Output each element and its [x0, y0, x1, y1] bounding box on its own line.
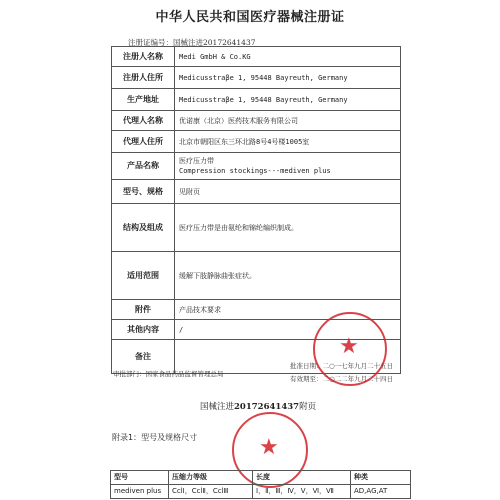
table-row — [112, 89, 401, 111]
registration-number-value: 国械注进20172641437 — [173, 38, 256, 47]
row-value — [175, 153, 401, 180]
row-value: Medicusstraβe 1, 95448 Bayreuth, Germany — [175, 67, 401, 89]
spec-cell: mediven plus — [111, 485, 169, 499]
spec-header-row — [111, 471, 411, 485]
row-label: 备注 — [112, 340, 175, 374]
spec-header: 种类 — [351, 471, 411, 485]
appendix-title-number: 20172641437 — [234, 402, 300, 412]
row-value: 北京市朝阳区东三环北路8号4号楼1005室 — [175, 131, 401, 153]
spec-row — [111, 485, 411, 499]
table-row — [112, 111, 401, 131]
row-label: 结构及组成 — [112, 204, 175, 252]
row-value: 见附页 — [175, 180, 401, 204]
approval-date: 批准日期：二○一七年九月二十五日 — [290, 362, 394, 370]
row-label: 附件 — [112, 300, 175, 320]
row-value: / — [175, 320, 401, 340]
row-label: 其他内容 — [112, 320, 175, 340]
row-label: 注册人名称 — [112, 47, 175, 67]
appendix-title-suffix: 附页 — [299, 402, 317, 412]
row-value: 优诺康（北京）医药技术服务有限公司 — [175, 111, 401, 131]
spec-cell: AD,AG,AT — [351, 485, 411, 499]
appendix-title — [200, 400, 316, 412]
spec-cell: Ⅰ，Ⅱ，Ⅲ，Ⅳ，Ⅴ，Ⅵ，Ⅶ — [253, 485, 351, 499]
spec-header: 型号 — [111, 471, 169, 485]
document-title: 中华人民共和国医疗器械注册证 — [155, 10, 345, 25]
table-row — [112, 131, 401, 153]
spec-header: 压缩力等级 — [169, 471, 253, 485]
row-label: 代理人住所 — [112, 131, 175, 153]
table-row — [112, 47, 401, 67]
row-label: 适用范围 — [112, 252, 175, 300]
appendix-subtitle: 附录1：型号及规格尺寸 — [112, 433, 198, 442]
row-value: Medi GmbH & Co.KG — [175, 47, 401, 67]
row-value: 医疗压力带是由氨纶和锦纶编织制成。 — [175, 204, 401, 252]
seal-star-icon: ★ — [259, 435, 279, 460]
valid-until: 有效期至：二○二二年九月二十四日 — [290, 375, 394, 383]
row-label: 注册人住所 — [112, 67, 175, 89]
row-label: 型号、规格 — [112, 180, 175, 204]
seal-star-icon: ★ — [339, 334, 359, 359]
product-name-en: Compression stockings---mediven plus — [179, 167, 331, 175]
spec-header: 长度 — [253, 471, 351, 485]
row-value: 缓解下肢静脉曲张症状。 — [175, 252, 401, 300]
row-label: 代理人名称 — [112, 111, 175, 131]
row-value: 产品技术要求 — [175, 300, 401, 320]
table-row — [112, 153, 401, 180]
spec-table — [110, 470, 411, 499]
table-row — [112, 180, 401, 204]
spec-cell: CclⅠ，CclⅡ，CclⅢ — [169, 485, 253, 499]
row-label: 产品名称 — [112, 153, 175, 180]
registration-number-label: 注册证编号： — [128, 38, 173, 47]
issuing-authority: 审批部门：国家食品药品监督管理总局 — [113, 370, 224, 378]
product-name-cn: 医疗压力带 — [179, 157, 214, 165]
row-value: Medicusstraβe 1, 95448 Bayreuth, Germany — [175, 89, 401, 111]
row-label: 生产地址 — [112, 89, 175, 111]
table-row — [112, 67, 401, 89]
table-row — [112, 204, 401, 252]
appendix-title-prefix: 国械注进 — [200, 402, 235, 412]
table-row — [112, 252, 401, 300]
